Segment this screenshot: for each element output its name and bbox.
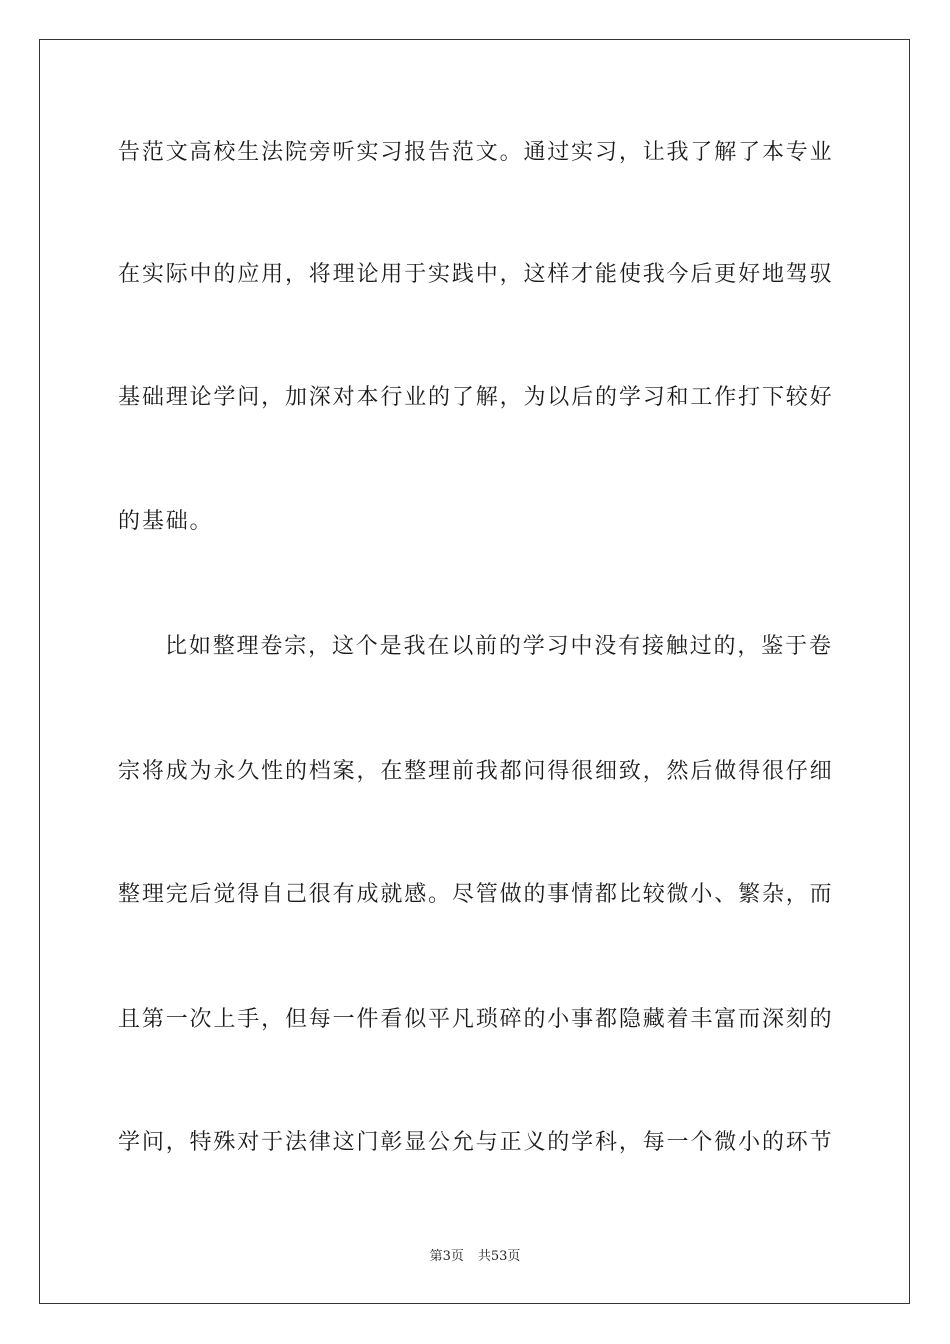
page-number: 第3页: [429, 1249, 464, 1264]
paragraph-line-6: 宗将成为永久性的档案，在整理前我都问得很细致，然后做得很仔细: [118, 759, 834, 784]
paragraph-line-1: 告范文高校生法院旁听实习报告范文。通过实习，让我了解了本专业: [118, 140, 834, 165]
page-border: [39, 39, 910, 1304]
total-pages: 共53页: [477, 1249, 521, 1264]
paragraph-line-8: 且第一次上手，但每一件看似平凡琐碎的小事都隐藏着丰富而深刻的: [118, 1007, 834, 1032]
paragraph-line-4: 的基础。: [118, 509, 214, 534]
paragraph-line-2: 在实际中的应用，将理论用于实践中，这样才能使我今后更好地驾驭: [118, 262, 834, 287]
page-footer: [0, 1248, 950, 1266]
paragraph-line-9: 学问，特殊对于法律这门彰显公允与正义的学科，每一个微小的环节: [118, 1130, 834, 1155]
paragraph-line-5: 比如整理卷宗，这个是我在以前的学习中没有接触过的，鉴于卷: [165, 634, 833, 659]
paragraph-line-3: 基础理论学问，加深对本行业的了解，为以后的学习和工作打下较好: [118, 385, 834, 410]
paragraph-line-7: 整理完后觉得自己很有成就感。尽管做的事情都比较微小、繁杂，而: [118, 882, 834, 907]
